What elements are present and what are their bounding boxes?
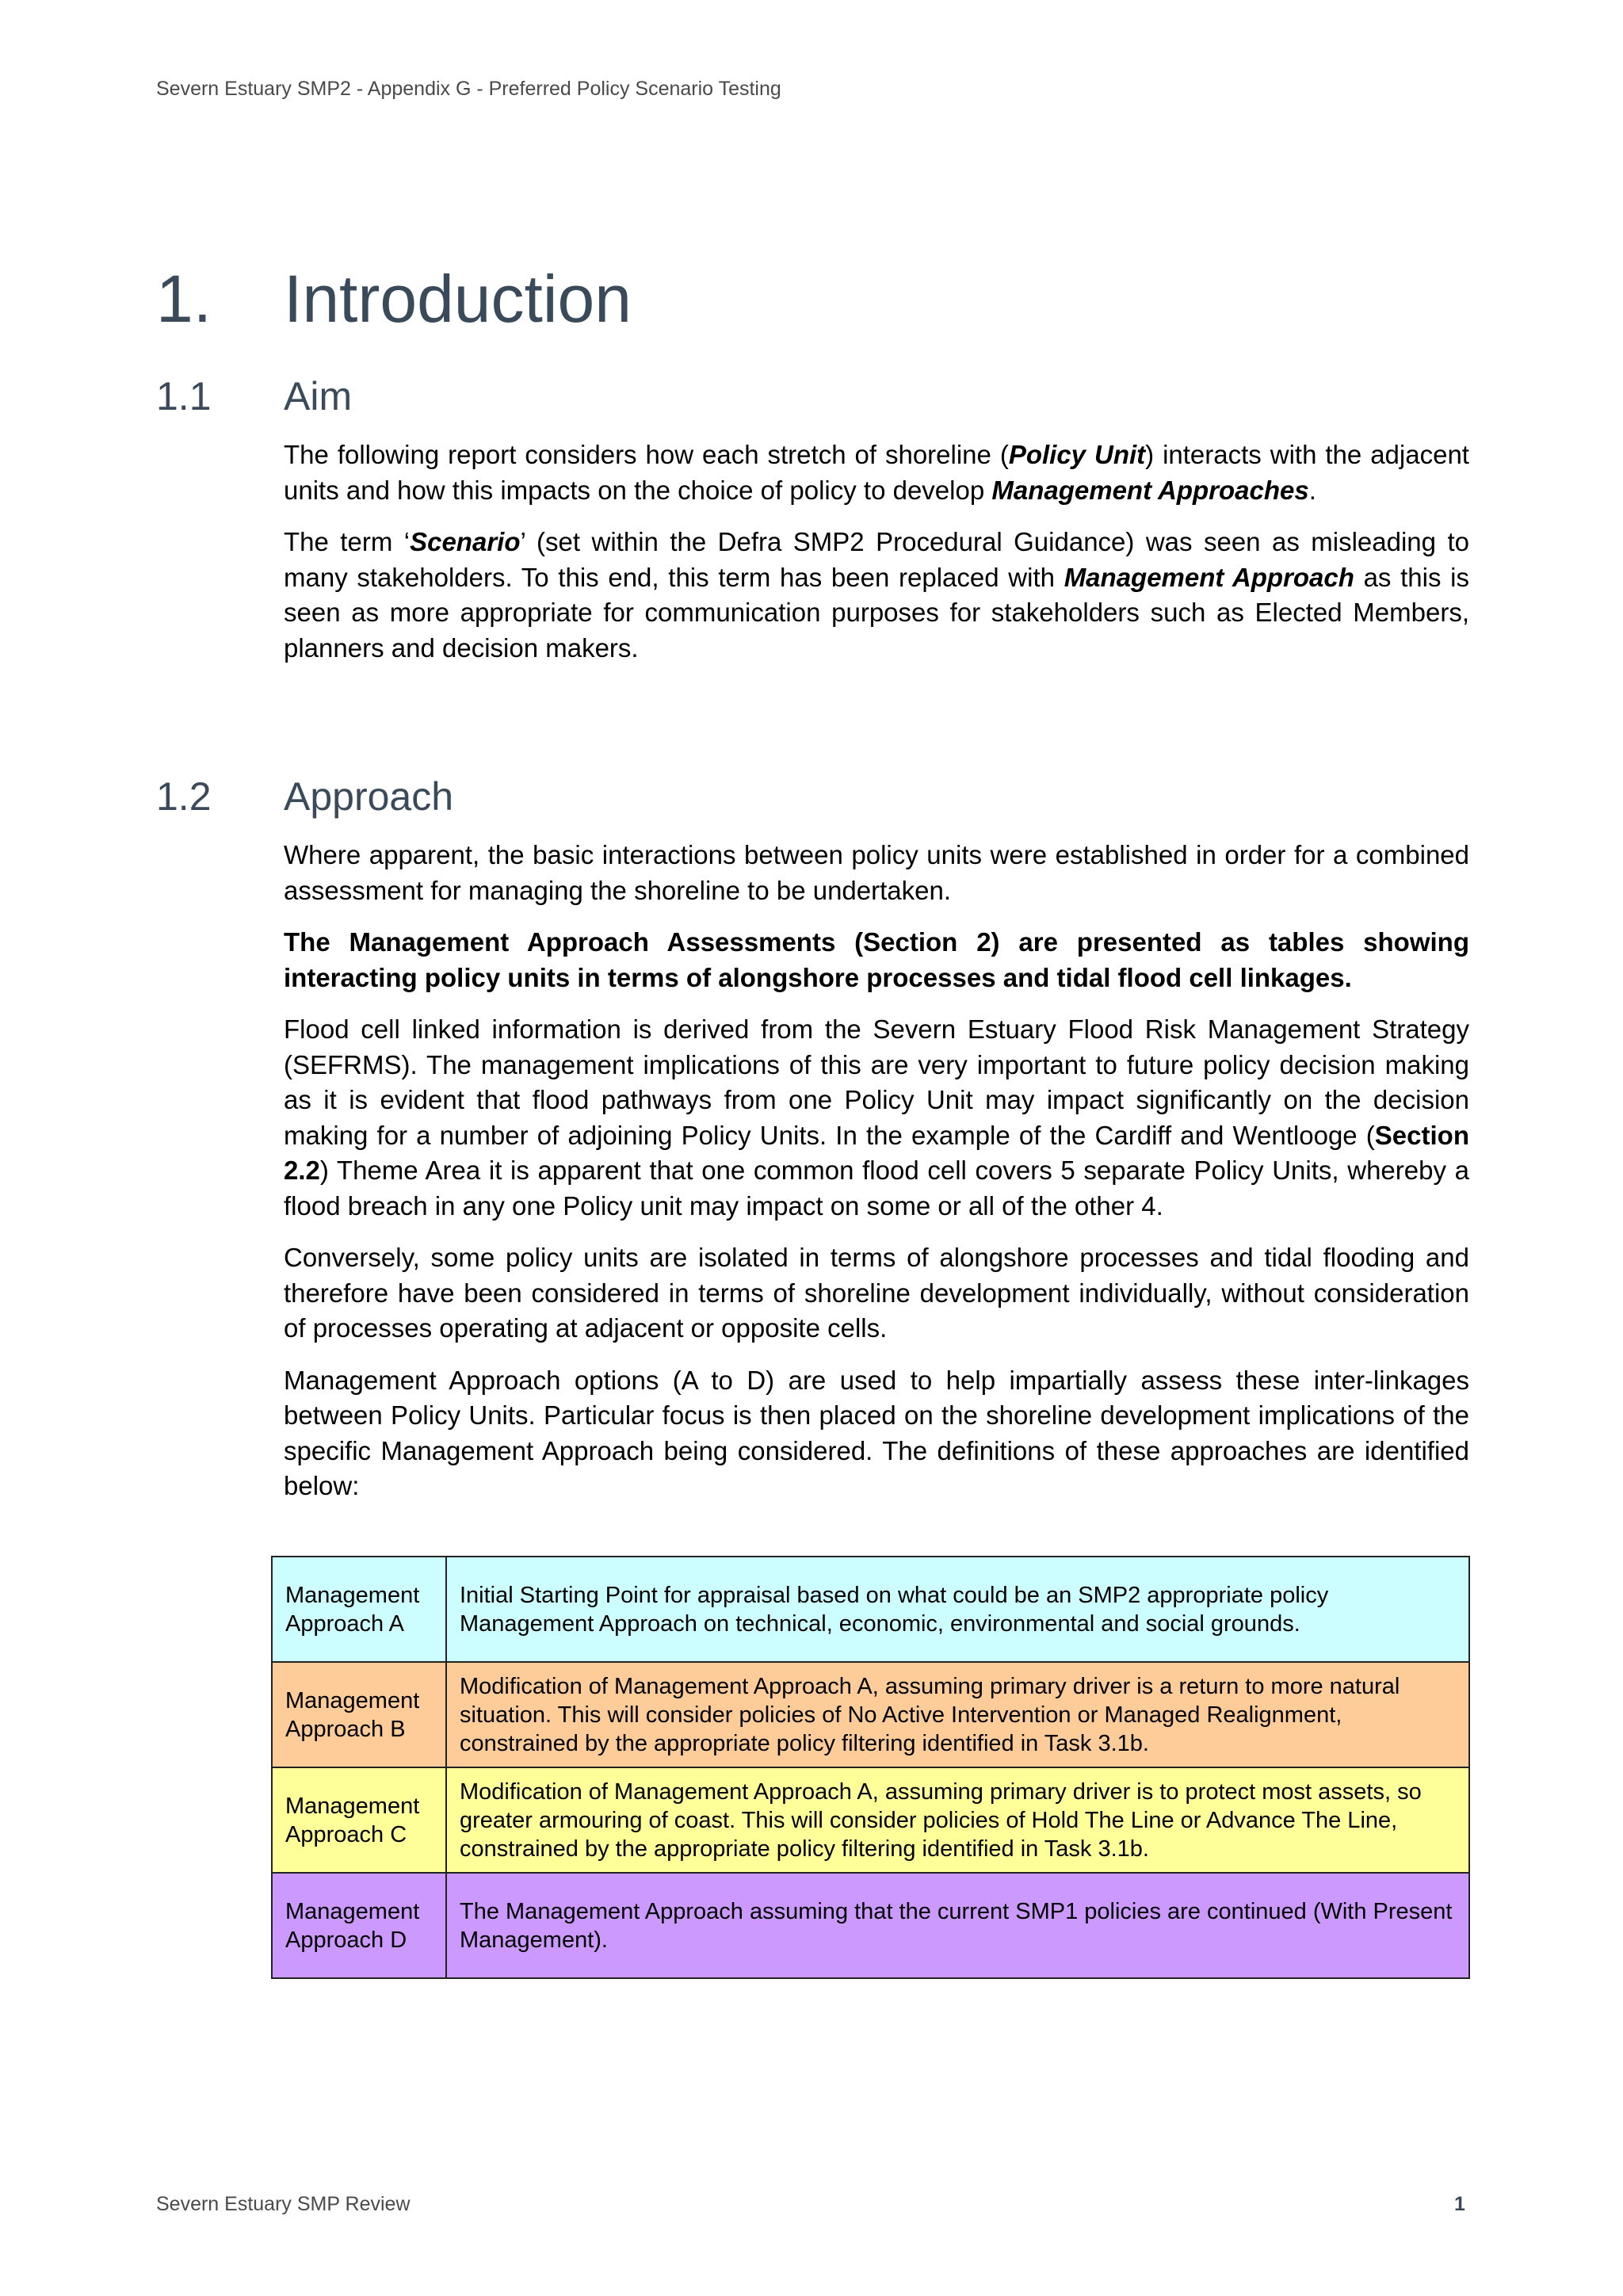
approach-label: Management Approach A [272, 1557, 446, 1662]
subsection-heading-approach [156, 774, 454, 819]
aim-paragraph-1 [284, 437, 1469, 508]
table-row [272, 1873, 1469, 1978]
subsection-title: Approach [284, 774, 454, 819]
management-approach-table-body [272, 1557, 1469, 1978]
table-row [272, 1662, 1469, 1767]
approach-description: The Management Approach assuming that the current SMP1 policies are continued (With Present Management). [446, 1873, 1469, 1978]
approach-paragraph-2-bold: The Management Approach Assessments (Section 2) are presented as tables showing interacting policy units in terms of alongshore processes and tidal flood cell linkages. [284, 927, 1469, 992]
section-number: 1. [156, 262, 212, 336]
emphasis-management-approaches: Management Approaches [991, 475, 1309, 505]
approach-label: Management Approach C [272, 1767, 446, 1873]
subsection-number: 1.2 [156, 774, 212, 819]
table-row [272, 1557, 1469, 1662]
subsection-title: Aim [284, 374, 353, 418]
section-heading-introduction [156, 262, 632, 336]
table-row [272, 1767, 1469, 1873]
subsection-heading-aim [156, 376, 352, 416]
approach-paragraph-4: Conversely, some policy units are isolated in terms of alongshore processes and tidal flooding and therefore have been considered in terms of shoreline development individually, without consideration of processes operating at adjacent or opposite cells. [284, 1243, 1469, 1343]
management-approach-table [271, 1556, 1470, 1979]
text-run: ’ (set within the Defra SMP2 Procedural Guidance) was seen as misleading to many stakeholders. To this end, this term has been replaced with [284, 527, 1469, 592]
aim-paragraph-2 [284, 525, 1469, 666]
approach-label: Management Approach B [272, 1662, 446, 1767]
approach-description: Modification of Management Approach A, assuming primary driver is to protect most assets, so greater armouring of coast. This will consider policies of Hold The Line or Advance The Line, constrained by the appropriate policy filtering identified in Task 3.1b. [446, 1767, 1469, 1873]
text-run: Flood cell linked information is derived from the Severn Estuary Flood Risk Management Strategy (SEFRMS). The management implications of this are very important to future policy decision making as it is evident that flood pathways from one Policy Unit may impact significantly on the decision making for a number of adjoining Policy Units. In the example of the Cardiff and Wentlooge ( [284, 1014, 1469, 1150]
text-run: as this is seen as more appropriate for communication purposes for stakeholders such as Elected Members, planners and decision makers. [284, 562, 1469, 663]
footer-title: Severn Estuary SMP Review [156, 2193, 411, 2215]
text-run: The term ‘ [284, 527, 411, 556]
approach-paragraph-5: Management Approach options (A to D) are used to help impartially assess these inter-linkages between Policy Units. Particular focus is then placed on the shoreline development implications of the specific Management Approach being considered. The definitions of these approaches are identified below: [284, 1365, 1469, 1500]
approach-description: Initial Starting Point for appraisal based on what could be an SMP2 appropriate policy Management Approach on technical, economic, environmental and social grounds. [446, 1557, 1469, 1662]
section-title: Introduction [284, 262, 632, 336]
page-number: 1 [1454, 2193, 1465, 2215]
aim-body [284, 437, 1469, 682]
emphasis-scenario: Scenario [410, 527, 521, 556]
approach-label: Management Approach D [272, 1873, 446, 1978]
emphasis-policy-unit: Policy Unit [1008, 440, 1146, 469]
text-run: ) Theme Area it is apparent that one common flood cell covers 5 separate Policy Units, whereby a flood breach in any one Policy unit may impact on some or all of the other 4. [284, 1156, 1469, 1221]
subsection-number: 1.1 [156, 374, 212, 418]
emphasis-management-approach: Management Approach [1064, 562, 1354, 592]
approach-paragraph-1: Where apparent, the basic interactions between policy units were established in order for a combined assessment for managing the shoreline to be undertaken. [284, 840, 1469, 905]
running-header: Severn Estuary SMP2 - Appendix G - Preferred Policy Scenario Testing [156, 78, 781, 100]
text-run: . [1308, 475, 1316, 505]
approach-body [284, 838, 1469, 1521]
text-run: ) interacts with the adjacent units and how this impacts on the choice of policy to develop [284, 440, 1469, 505]
approach-paragraph-3 [284, 1012, 1469, 1224]
approach-description: Modification of Management Approach A, assuming primary driver is a return to more natural situation. This will consider policies of No Active Intervention or Managed Realignment, constrained by the appropriate policy filtering identified in Task 3.1b. [446, 1662, 1469, 1767]
section-reference: Section 2.2 [284, 1120, 1469, 1185]
text-run: The following report considers how each stretch of shoreline ( [284, 440, 1009, 469]
